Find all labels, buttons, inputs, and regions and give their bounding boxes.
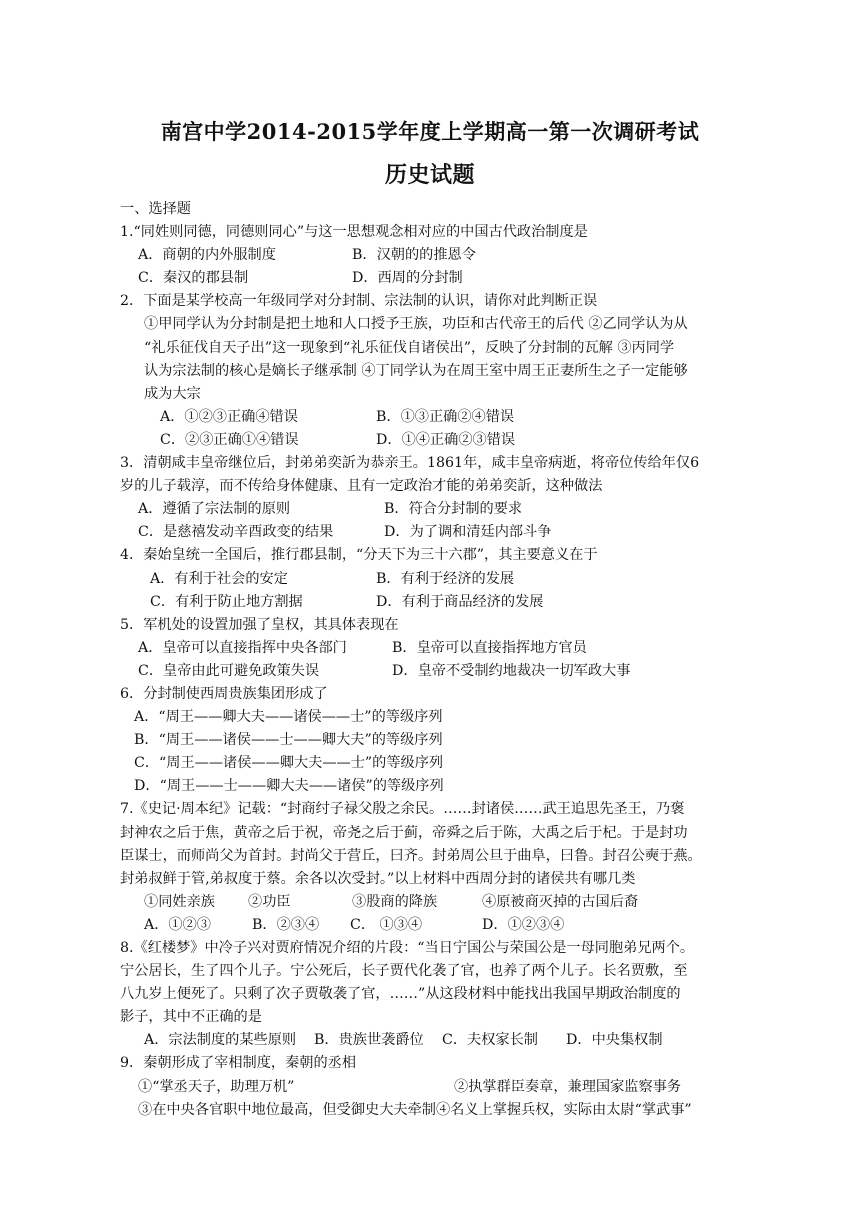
q8-line2: 宁公居长，生了四个儿子。宁公死后，长子贾代化袭了官，也养了两个儿子。长名贾敷，至	[120, 963, 688, 980]
q1-stem: 1.“同姓则同德，同德则同心”与这一思想观念相对应的中国古代政治制度是	[120, 224, 588, 241]
q2-line2: “礼乐征伐自天子出”这一现象到“礼乐征伐自诸侯出”，反映了分封制的瓦解 ③丙同学	[144, 339, 675, 356]
q8-line3: 八九岁上便死了。只剩了次子贾敬袭了官，……”从这段材料中能找出我国早期政治制度的	[120, 986, 681, 1003]
q8-line1: 8.《红楼梦》中冷子兴对贾府情况介绍的片段：“当日宁国公与荣国公是一母同胞弟兄两个。	[120, 940, 695, 956]
q2-stem: 2．下面是某学校高一年级同学对分封制、宗法制的认识，请你对此判断正误	[120, 293, 598, 310]
q4-stem: 4．秦始皇统一全国后，推行郡县制，“分天下为三十六郡”，其主要意义在于	[120, 547, 598, 564]
q7-items-row	[120, 891, 745, 914]
q8-options-row	[120, 1029, 745, 1052]
q7-line2: 封神农之后于焦，黄帝之后于祝，帝尧之后于蓟，帝舜之后于陈，大禹之后于杞。于是封功	[120, 824, 688, 841]
q8-line4: 影子，其中不正确的是	[120, 1009, 262, 1026]
q7-item-4: ④原被商灭掉的古国后裔	[482, 893, 639, 910]
q2-options-row1	[120, 406, 745, 429]
q1-option-c: C．秦汉的郡县制	[138, 270, 249, 287]
q5-options-row1	[120, 637, 745, 660]
q2-line4: 成为大宗	[144, 385, 201, 402]
q1-option-b: B．汉朝的的推恩令	[352, 247, 476, 264]
q9-items-row2: ③在中央各官职中地位最高，但受御史大夫牵制④名义上掌握兵权，实际由太尉“掌武事”	[138, 1101, 692, 1118]
q6-option-c: C．“周王——诸侯——卿大夫——士”的等级序列	[134, 755, 444, 772]
q2-option-a: A．①②③正确④错误	[160, 408, 298, 425]
q7-line4: 封弟叔鲜于管,弟叔度于蔡。余各以次受封。”以上材料中西周分封的诸侯共有哪几类	[120, 870, 636, 887]
q8-option-c: C．夫权家长制	[442, 1032, 538, 1049]
q1-options-row1	[120, 244, 745, 267]
q2-options-row2	[120, 429, 745, 452]
q7-option-d: D．①②③④	[482, 916, 565, 933]
q5-option-b: B．皇帝可以直接指挥地方官员	[392, 639, 587, 656]
q9-items-row1	[120, 1076, 745, 1099]
q3-option-b: B．符合分封制的要求	[384, 501, 523, 518]
q7-item-3: ③股商的降族	[352, 893, 438, 910]
question-body	[120, 198, 745, 1122]
q7-line3: 臣谋士，而师尚父为首封。封尚父于营丘，曰齐。封弟周公旦于曲阜，曰鲁。封召公奭于燕。	[120, 847, 702, 864]
q2-option-c: C．②③正确①④错误	[160, 431, 299, 448]
q3-line1: 3．清朝咸丰皇帝继位后，封弟弟奕訢为恭亲王。1861年，咸丰皇帝病逝，将帝位传给年仅6	[120, 455, 700, 472]
q5-option-c: C．皇帝由此可避免政策失误	[138, 662, 320, 679]
q8-option-d: D．中央集权制	[566, 1032, 663, 1049]
q4-options-row1	[120, 568, 745, 591]
q7-line1: 7.《史记·周本纪》记载：“封商纣子禄父殷之余民。……封诸侯……武王追思先圣王，乃褒	[120, 801, 685, 818]
q5-option-d: D．皇帝不受制约地裁决一切军政大事	[392, 662, 631, 679]
q3-options-row1	[120, 498, 745, 521]
q7-item-1: ①同姓亲族	[144, 893, 215, 910]
q3-line2: 岁的儿子载淳，而不传给身体健康、且有一定政治才能的弟弟奕訢，这种做法	[120, 478, 603, 495]
q2-line3: 认为宗法制的核心是嫡长子继承制 ④丁同学认为在周王室中周王正妻所生之子一定能够	[144, 362, 688, 379]
q3-option-a: A．遵循了宗法制的原则	[138, 501, 291, 518]
q5-option-a: A．皇帝可以直接指挥中央各部门	[138, 639, 347, 656]
q2-line1: ①甲同学认为分封制是把土地和人口授予王族，功臣和古代帝王的后代 ②乙同学认为从	[144, 316, 688, 333]
q4-option-d: D．有利于商品经济的发展	[376, 593, 544, 610]
q7-option-c: C． ①③④	[350, 916, 423, 933]
q4-options-row2	[120, 591, 745, 614]
q3-option-d: D．为了调和清廷内部斗争	[384, 524, 552, 541]
q7-option-b: B．②③④	[252, 916, 320, 933]
exam-subtitle: 历史试题	[384, 162, 475, 188]
q6-option-d: D．“周王——士——卿大夫——诸侯”的等级序列	[134, 778, 444, 795]
q1-option-a: A．商朝的内外服制度	[138, 247, 276, 264]
section-heading: 一、选择题	[120, 201, 191, 217]
q7-option-a: A．①②③	[144, 916, 211, 933]
q6-option-b: B．“周王——诸侯——士——卿大夫”的等级序列	[134, 732, 443, 749]
q6-option-a: A．“周王——卿大夫——诸侯——士”的等级序列	[134, 709, 443, 726]
q9-item-1: ①“掌丞天子，助理万机”	[138, 1078, 295, 1095]
q5-stem: 5．军机处的设置加强了皇权，其具体表现在	[120, 616, 399, 633]
q2-option-d: D．①④正确②③错误	[376, 431, 516, 448]
q7-item-2: ②功臣	[248, 893, 291, 910]
q1-option-d: D．西周的分封制	[352, 270, 463, 287]
q8-option-b: B．贵族世袭爵位	[314, 1032, 424, 1049]
q1-options-row2	[120, 267, 745, 290]
q3-options-row2	[120, 521, 745, 544]
q5-options-row2	[120, 660, 745, 683]
q9-stem: 9．秦朝形成了宰相制度，秦朝的丞相	[120, 1055, 357, 1072]
q3-option-c: C．是慈禧发动辛酉政变的结果	[138, 524, 334, 541]
q4-option-c: C．有利于防止地方割据	[150, 593, 303, 610]
q6-stem: 6．分封制使西周贵族集团形成了	[120, 685, 328, 702]
q4-option-b: B．有利于经济的发展	[376, 570, 515, 587]
exam-title: 南宫中学2014-2015学年度上学期高一第一次调研考试	[160, 119, 700, 144]
q2-option-b: B．①③正确②④错误	[376, 408, 515, 425]
q7-options-row	[120, 914, 745, 937]
q8-option-a: A．宗法制度的某些原则	[144, 1032, 297, 1049]
q9-item-2: ②执掌群臣奏章，兼理国家监察事务	[454, 1078, 682, 1095]
q4-option-a: A．有利于社会的安定	[150, 570, 288, 587]
